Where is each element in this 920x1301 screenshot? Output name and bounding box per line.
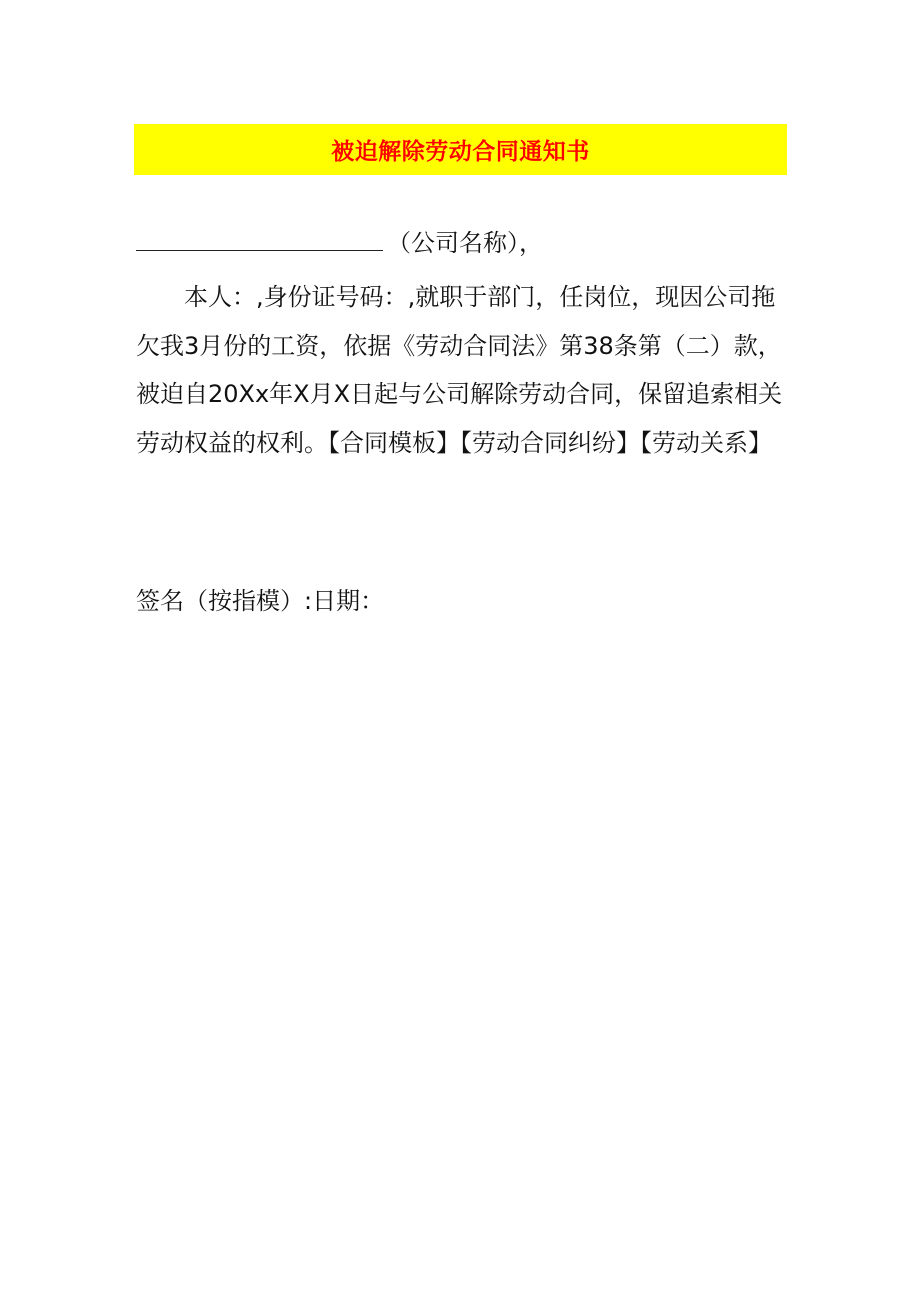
title-banner — [134, 124, 787, 175]
recipient-line — [136, 226, 543, 260]
notice-body: 本人：,身份证号码：,就职于部门，任岗位，现因公司拖欠我3月份的工资，依据《劳动合同法》第38条第（二）款，被迫自20Xx年X月X日起与公司解除劳动合同，保留追索相关劳动权益的权利。【合同模板】【劳动合同纠纷】【劳动关系】 — [136, 283, 783, 457]
signature-date-line: 签名（按指模）:日期： — [136, 587, 385, 615]
company-name-blank — [136, 228, 383, 251]
recipient-suffix: （公司名称）， — [387, 229, 543, 257]
document-title: 被迫解除劳动合同通知书 — [331, 139, 590, 165]
